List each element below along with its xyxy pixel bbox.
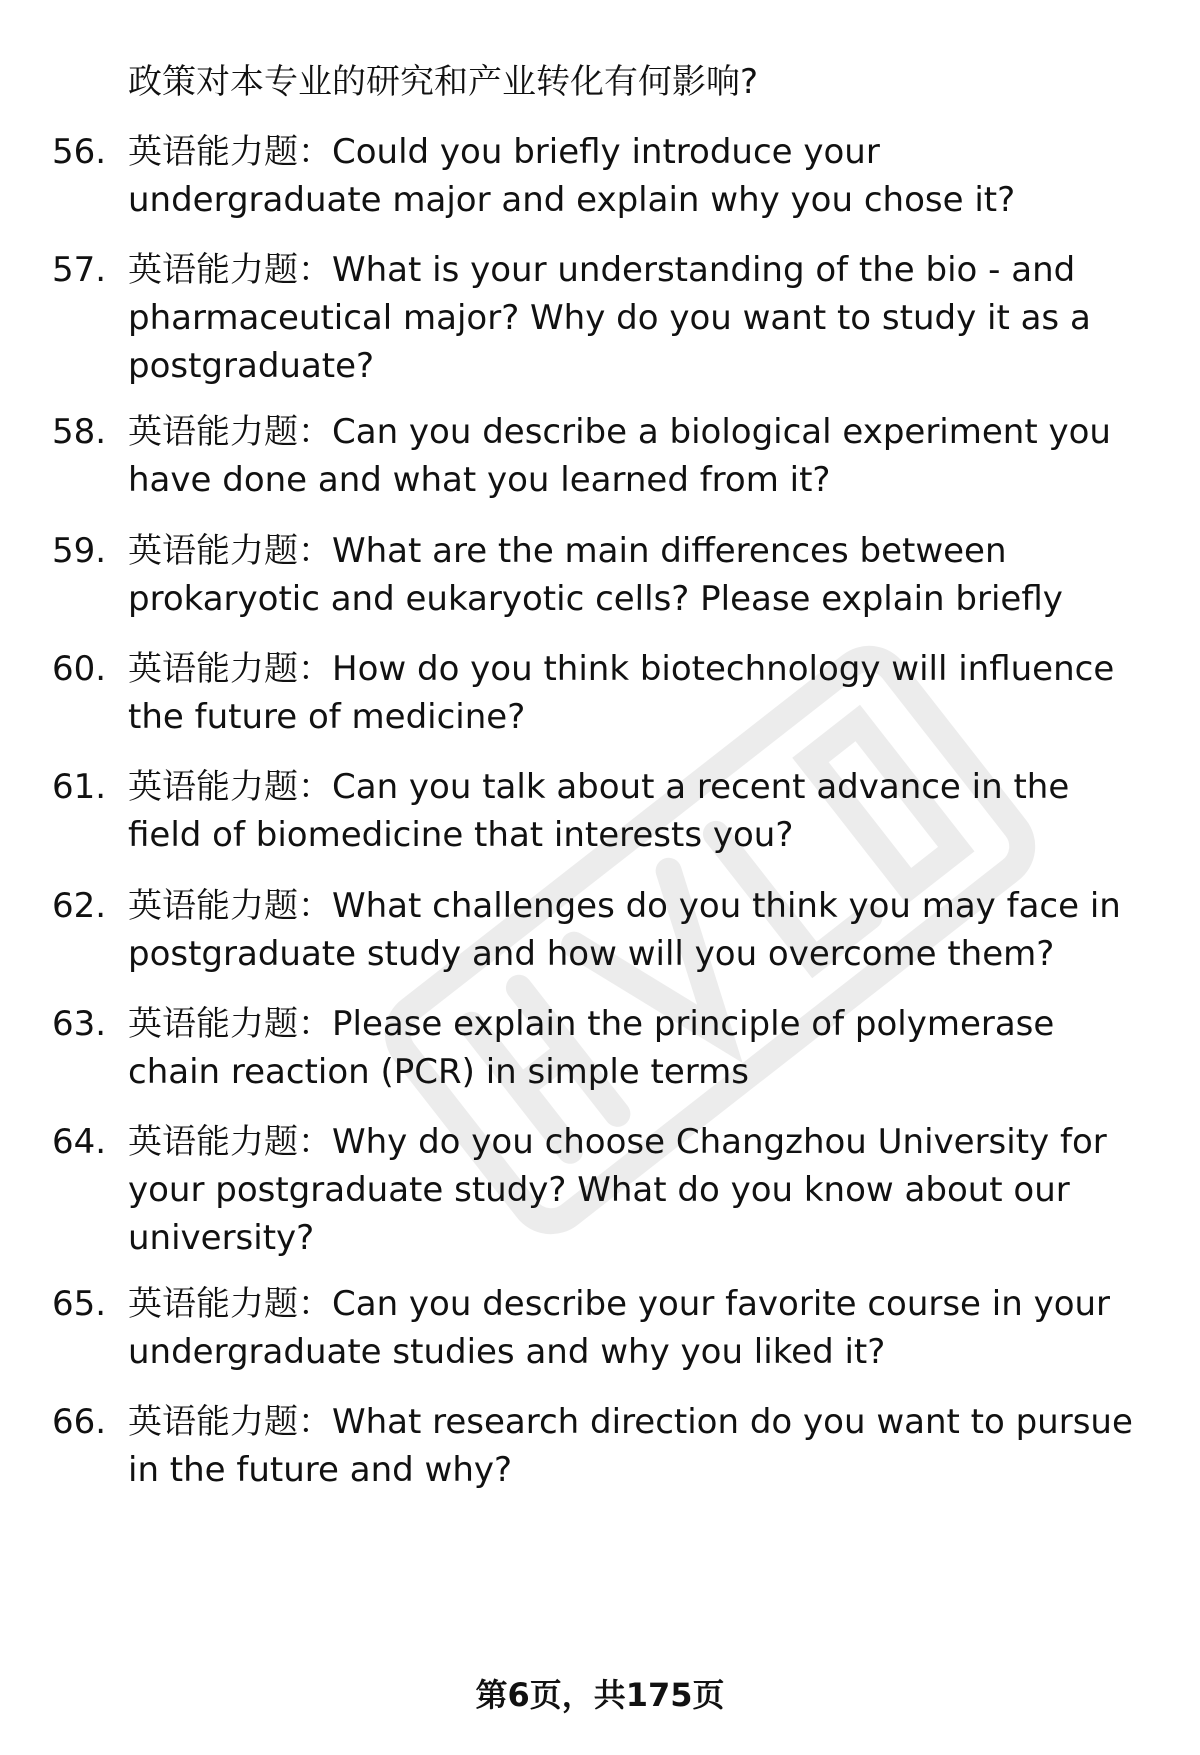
item-line: Can you describe a biological experiment you: [332, 412, 1111, 452]
item-body: [128, 408, 1168, 504]
item-number: 58.: [52, 412, 107, 452]
item-line: in the future and why?: [128, 1450, 513, 1490]
item-line: Can you talk about a recent advance in the: [332, 767, 1070, 807]
item-tag: 英语能力题：: [128, 132, 332, 172]
item-tag: 英语能力题：: [128, 1402, 332, 1442]
item-number: 59.: [52, 531, 107, 571]
item-number: 66.: [52, 1402, 107, 1442]
item-tag: 英语能力题：: [128, 1284, 332, 1324]
item-line: undergraduate major and explain why you chose it?: [128, 180, 1016, 220]
item-tag: 英语能力题：: [128, 767, 332, 807]
item-body: [128, 527, 1168, 623]
item-body: [128, 763, 1168, 859]
item-line: What challenges do you think you may face in: [332, 886, 1121, 926]
item-line: Can you describe your favorite course in your: [332, 1284, 1111, 1324]
item-line: your postgraduate study? What do you know about our: [128, 1170, 1070, 1210]
item-tag: 英语能力题：: [128, 412, 332, 452]
item-number: 64.: [52, 1122, 107, 1162]
item-line: Why do you choose Changzhou University for: [332, 1122, 1107, 1162]
item-tag: 英语能力题：: [128, 1004, 332, 1044]
item-tag: 英语能力题：: [128, 1122, 332, 1162]
item-number: 65.: [52, 1284, 107, 1324]
item-line: postgraduate study and how will you overcome them?: [128, 934, 1055, 974]
item-body: [128, 1398, 1168, 1494]
item-number: 62.: [52, 886, 107, 926]
item-line: field of biomedicine that interests you?: [128, 815, 794, 855]
item-line: university?: [128, 1218, 315, 1258]
item-line: What are the main differences between: [332, 531, 1007, 571]
item-body: [128, 1280, 1168, 1376]
item-number: 56.: [52, 132, 107, 172]
item-number: 57.: [52, 250, 107, 290]
item-body: [128, 246, 1168, 390]
page-footer: 第6页，共175页: [475, 1676, 725, 1714]
item-line: What research direction do you want to pursue: [332, 1402, 1133, 1442]
item-line: pharmaceutical major? Why do you want to study it as a: [128, 298, 1091, 338]
item-body: [128, 882, 1168, 978]
item-line: undergraduate studies and why you liked it?: [128, 1332, 886, 1372]
lead-line: 政策对本专业的研究和产业转化有何影响?: [128, 62, 759, 102]
item-number: 60.: [52, 649, 107, 689]
item-number: 63.: [52, 1004, 107, 1044]
item-tag: 英语能力题：: [128, 886, 332, 926]
item-line: What is your understanding of the bio - and: [332, 250, 1076, 290]
item-line: the future of medicine?: [128, 697, 526, 737]
item-line: chain reaction (PCR) in simple terms: [128, 1052, 749, 1092]
item-line: postgraduate?: [128, 346, 375, 386]
item-line: have done and what you learned from it?: [128, 460, 831, 500]
item-line: prokaryotic and eukaryotic cells? Please explain briefly: [128, 579, 1063, 619]
item-tag: 英语能力题：: [128, 649, 332, 689]
item-body: [128, 128, 1168, 224]
item-line: Could you briefly introduce your: [332, 132, 880, 172]
item-number: 61.: [52, 767, 107, 807]
item-body: [128, 1000, 1168, 1096]
item-body: [128, 645, 1168, 741]
item-line: How do you think biotechnology will influence: [332, 649, 1115, 689]
item-tag: 英语能力题：: [128, 250, 332, 290]
item-line: Please explain the principle of polymerase: [332, 1004, 1055, 1044]
item-body: [128, 1118, 1168, 1262]
item-tag: 英语能力题：: [128, 531, 332, 571]
